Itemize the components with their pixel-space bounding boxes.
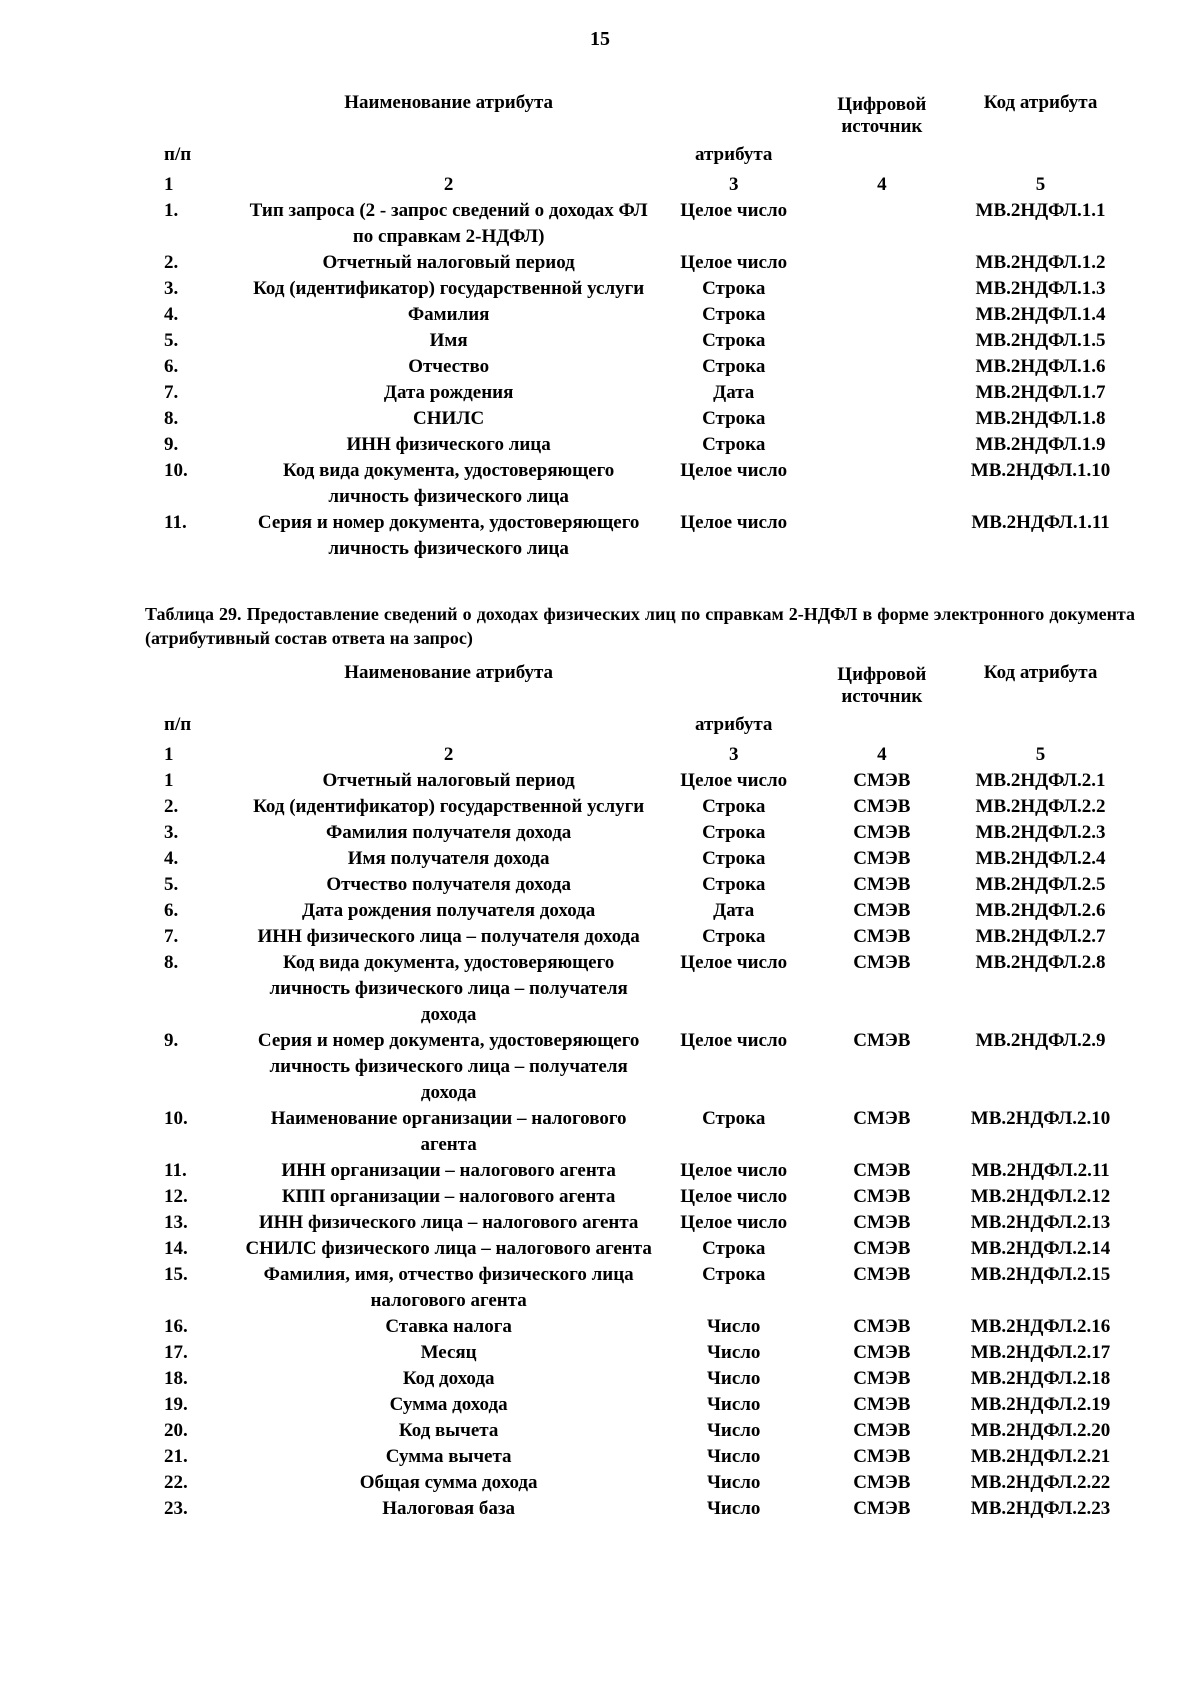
row-index: 7. [164, 926, 179, 947]
attribute-type: Целое число [680, 252, 788, 273]
attribute-type: Целое число [680, 770, 788, 791]
table-row [150, 1340, 1130, 1366]
row-index: 21. [164, 1446, 188, 1467]
attribute-name: Ставка налога [385, 1316, 512, 1337]
table-header-row [150, 660, 1130, 742]
table-row [150, 302, 1130, 328]
attribute-name: ИНН физического лица – налогового агента [258, 1212, 639, 1233]
attribute-code: МВ.2НДФЛ.2.6 [975, 900, 1106, 921]
table-caption: Таблица 29. Предоставление сведений о доходах физических лиц по справкам 2-НДФЛ в форме электронного документа (атрибутивный состав ответа на запрос) [145, 604, 1135, 648]
table-row [150, 1210, 1130, 1236]
table-row [150, 276, 1130, 302]
digital-source: СМЭВ [853, 1446, 911, 1467]
attribute-name: Дата рождения получателя дохода [302, 900, 596, 921]
attribute-type: Целое число [680, 512, 788, 533]
row-index: 23. [164, 1498, 188, 1519]
column-number: 2 [443, 174, 454, 195]
table-row [150, 1418, 1130, 1444]
digital-source: СМЭВ [853, 1238, 911, 1259]
attribute-type: Число [706, 1394, 761, 1415]
attribute-name: Код (идентификатор) государственной услуги [253, 796, 645, 817]
digital-source: СМЭВ [853, 1212, 911, 1233]
digital-source: СМЭВ [853, 848, 911, 869]
attribute-name: Отчетный налоговый период [322, 770, 575, 791]
row-index: 17. [164, 1342, 188, 1363]
table-row [150, 1470, 1130, 1496]
header-attribute-name: Наименование атрибута [344, 92, 554, 113]
column-number: 4 [877, 744, 887, 765]
attribute-type: Целое число [680, 1030, 788, 1051]
table-row [150, 1184, 1130, 1210]
attribute-code: МВ.2НДФЛ.1.5 [975, 330, 1106, 351]
table-row [150, 432, 1130, 458]
attribute-code: МВ.2НДФЛ.2.17 [970, 1342, 1111, 1363]
digital-source: СМЭВ [853, 796, 911, 817]
attribute-code: МВ.2НДФЛ.2.7 [975, 926, 1106, 947]
row-index: 4. [164, 304, 179, 325]
attribute-name: Имя [429, 330, 468, 351]
attribute-name: Фамилия [407, 304, 490, 325]
attribute-name: Код дохода [402, 1368, 495, 1389]
digital-source [813, 276, 952, 302]
row-index: 7. [164, 382, 179, 403]
digital-source [813, 354, 952, 380]
digital-source [813, 302, 952, 328]
row-index: 5. [164, 874, 179, 895]
attribute-name: Код вычета [398, 1420, 499, 1441]
attribute-name: Код (идентификатор) государственной услуги [253, 278, 645, 299]
attribute-type: Строка [702, 408, 766, 429]
attribute-type: Строка [702, 356, 766, 377]
table-row [150, 1236, 1130, 1262]
attribute-type: Строка [702, 278, 766, 299]
attribute-name: Общая сумма дохода [359, 1472, 538, 1493]
table-row [150, 924, 1130, 950]
row-index: 15. [164, 1264, 188, 1285]
attribute-code: МВ.2НДФЛ.1.11 [971, 512, 1110, 533]
table-row [150, 250, 1130, 276]
header-attribute-code: Код атрибута [983, 662, 1098, 683]
column-number: 4 [877, 174, 887, 195]
attribute-type: Строка [702, 434, 766, 455]
header-index: п/п [164, 714, 192, 735]
table-row [150, 1392, 1130, 1418]
attribute-code: МВ.2НДФЛ.1.2 [975, 252, 1106, 273]
column-number: 1 [164, 744, 174, 765]
digital-source: СМЭВ [853, 770, 911, 791]
table-row [150, 846, 1130, 872]
row-index: 3. [164, 278, 179, 299]
row-index: 5. [164, 330, 179, 351]
row-index: 9. [164, 434, 179, 455]
column-number-row [150, 172, 1130, 198]
row-index: 14. [164, 1238, 188, 1259]
header-digital-source: Цифровой источник [837, 94, 927, 137]
column-number: 1 [164, 174, 174, 195]
table-row [150, 328, 1130, 354]
table-row [150, 898, 1130, 924]
attribute-code: МВ.2НДФЛ.2.12 [970, 1186, 1111, 1207]
attribute-name: ИНН физического лица – получателя дохода [257, 926, 640, 947]
attribute-code: МВ.2НДФЛ.1.10 [970, 460, 1111, 481]
attribute-code: МВ.2НДФЛ.2.11 [971, 1160, 1110, 1181]
attribute-type: Число [706, 1420, 761, 1441]
digital-source: СМЭВ [853, 1368, 911, 1389]
table-row [150, 820, 1130, 846]
table-row [150, 1106, 1130, 1158]
attribute-type: Число [706, 1342, 761, 1363]
attribute-type: Дата [713, 900, 755, 921]
attribute-type: Дата [713, 382, 755, 403]
attribute-code: МВ.2НДФЛ.1.8 [975, 408, 1106, 429]
row-index: 6. [164, 356, 179, 377]
attribute-name: Дата рождения [383, 382, 514, 403]
attribute-type: Число [706, 1368, 761, 1389]
table-row [150, 794, 1130, 820]
digital-source: СМЭВ [853, 822, 911, 843]
attribute-code: МВ.2НДФЛ.2.21 [970, 1446, 1111, 1467]
table-row [150, 354, 1130, 380]
attribute-type: Строка [702, 848, 766, 869]
attribute-type: Целое число [680, 460, 788, 481]
attribute-name: Отчество [408, 356, 490, 377]
row-index: 2. [164, 252, 179, 273]
attribute-name: Месяц [420, 1342, 477, 1363]
attribute-code: МВ.2НДФЛ.2.8 [975, 952, 1106, 973]
attribute-code: МВ.2НДФЛ.2.9 [975, 1030, 1106, 1051]
row-index: 16. [164, 1316, 188, 1337]
attribute-code: МВ.2НДФЛ.2.18 [970, 1368, 1111, 1389]
digital-source: СМЭВ [853, 900, 911, 921]
row-index: 11. [164, 512, 187, 533]
digital-source: СМЭВ [853, 1108, 911, 1129]
digital-source: СМЭВ [853, 1420, 911, 1441]
attribute-code: МВ.2НДФЛ.1.7 [975, 382, 1106, 403]
row-index: 9. [164, 1030, 179, 1051]
table-row [150, 510, 1130, 562]
column-number: 3 [728, 174, 739, 195]
header-index: п/п [164, 144, 192, 165]
attribute-name: Фамилия получателя дохода [325, 822, 572, 843]
attribute-code: МВ.2НДФЛ.2.19 [970, 1394, 1111, 1415]
digital-source [813, 328, 952, 354]
row-index: 1. [164, 200, 179, 221]
digital-source [813, 406, 952, 432]
row-index: 11. [164, 1160, 187, 1181]
row-index: 12. [164, 1186, 188, 1207]
row-index: 8. [164, 952, 179, 973]
table-body [150, 198, 1130, 562]
digital-source: СМЭВ [853, 1472, 911, 1493]
table-body [150, 768, 1130, 1522]
table-row [150, 1262, 1130, 1314]
digital-source [813, 432, 952, 458]
attribute-type: Целое число [680, 952, 788, 973]
attribute-code: МВ.2НДФЛ.2.10 [970, 1108, 1111, 1129]
digital-source [813, 250, 952, 276]
attribute-name: Код вида документа, удостоверяющего личность физического лица [282, 460, 615, 507]
attribute-code: МВ.2НДФЛ.2.20 [970, 1420, 1111, 1441]
digital-source: СМЭВ [853, 874, 911, 895]
row-index: 20. [164, 1420, 188, 1441]
attribute-type: Строка [702, 822, 766, 843]
header-attribute-type: атрибута [694, 714, 773, 735]
attribute-type: Число [706, 1316, 761, 1337]
attribute-type: Целое число [680, 1212, 788, 1233]
row-index: 1 [164, 770, 174, 791]
table-row [150, 458, 1130, 510]
attribute-type: Число [706, 1446, 761, 1467]
digital-source: СМЭВ [853, 1160, 911, 1181]
table-row [150, 768, 1130, 794]
column-number: 5 [1035, 174, 1046, 195]
attribute-type: Строка [702, 926, 766, 947]
digital-source: СМЭВ [853, 952, 911, 973]
header-digital-source: Цифровой источник [837, 664, 927, 707]
table-row [150, 1444, 1130, 1470]
row-index: 6. [164, 900, 179, 921]
row-index: 4. [164, 848, 179, 869]
row-index: 2. [164, 796, 179, 817]
digital-source [813, 198, 952, 250]
attribute-name: СНИЛС физического лица – налогового агента [245, 1238, 652, 1259]
row-index: 13. [164, 1212, 188, 1233]
attribute-code: МВ.2НДФЛ.1.9 [975, 434, 1106, 455]
row-index: 22. [164, 1472, 188, 1493]
attribute-type: Строка [702, 796, 766, 817]
attribute-name: СНИЛС [413, 408, 485, 429]
digital-source [813, 510, 952, 562]
digital-source: СМЭВ [853, 1342, 911, 1363]
attribute-table-request [150, 90, 1130, 562]
attribute-type: Число [706, 1472, 761, 1493]
row-index: 19. [164, 1394, 188, 1415]
table-row [150, 872, 1130, 898]
table-row [150, 1314, 1130, 1340]
table-row [150, 1366, 1130, 1392]
column-number: 3 [728, 744, 739, 765]
attribute-code: МВ.2НДФЛ.2.5 [975, 874, 1106, 895]
digital-source: СМЭВ [853, 1316, 911, 1337]
table-row [150, 198, 1130, 250]
attribute-name: Фамилия, имя, отчество физического лица налогового агента [263, 1264, 634, 1311]
attribute-code: МВ.2НДФЛ.2.3 [975, 822, 1106, 843]
column-number: 2 [443, 744, 454, 765]
attribute-name: Код вида документа, удостоверяющего личность физического лица – получателя дохода [269, 952, 628, 1025]
attribute-code: МВ.2НДФЛ.2.14 [970, 1238, 1111, 1259]
digital-source: СМЭВ [853, 1394, 911, 1415]
digital-source: СМЭВ [853, 1030, 911, 1051]
row-index: 10. [164, 1108, 188, 1129]
attribute-code: МВ.2НДФЛ.2.22 [970, 1472, 1111, 1493]
header-attribute-name: Наименование атрибута [344, 662, 554, 683]
page-number: 15 [590, 28, 610, 50]
attribute-name: КПП организации – налогового агента [281, 1186, 616, 1207]
digital-source [813, 458, 952, 510]
header-attribute-code: Код атрибута [983, 92, 1098, 113]
attribute-name: Сумма вычета [385, 1446, 512, 1467]
table-row [150, 1028, 1130, 1106]
attribute-type: Целое число [680, 1186, 788, 1207]
attribute-code: МВ.2НДФЛ.2.23 [970, 1498, 1111, 1519]
row-index: 3. [164, 822, 179, 843]
digital-source [813, 380, 952, 406]
attribute-name: Отчество получателя дохода [326, 874, 571, 895]
attribute-name: ИНН организации – налогового агента [281, 1160, 616, 1181]
table-header-row [150, 90, 1130, 172]
attribute-code: МВ.2НДФЛ.2.13 [970, 1212, 1111, 1233]
attribute-code: МВ.2НДФЛ.1.1 [975, 200, 1106, 221]
attribute-name: Серия и номер документа, удостоверяющего личность физического лица – получателя дохода [257, 1030, 640, 1103]
attribute-name: Имя получателя дохода [347, 848, 550, 869]
attribute-name: Тип запроса (2 - запрос сведений о доходах ФЛ по справкам 2-НДФЛ) [249, 200, 648, 247]
row-index: 18. [164, 1368, 188, 1389]
attribute-type: Число [706, 1498, 761, 1519]
attribute-name: Отчетный налоговый период [322, 252, 575, 273]
digital-source: СМЭВ [853, 1186, 911, 1207]
table-row [150, 1496, 1130, 1522]
attribute-type: Строка [702, 304, 766, 325]
attribute-type: Целое число [680, 200, 788, 221]
table-row [150, 380, 1130, 406]
digital-source: СМЭВ [853, 1498, 911, 1519]
header-attribute-type: атрибута [694, 144, 773, 165]
attribute-code: МВ.2НДФЛ.2.1 [975, 770, 1106, 791]
digital-source: СМЭВ [853, 1264, 911, 1285]
attribute-table-response [150, 660, 1130, 1522]
row-index: 8. [164, 408, 179, 429]
table-row [150, 1158, 1130, 1184]
row-index: 10. [164, 460, 188, 481]
attribute-code: МВ.2НДФЛ.2.15 [970, 1264, 1111, 1285]
attribute-name: Налоговая база [382, 1498, 515, 1519]
attribute-code: МВ.2НДФЛ.1.4 [975, 304, 1106, 325]
column-number: 5 [1035, 744, 1046, 765]
table-row [150, 406, 1130, 432]
attribute-name: Серия и номер документа, удостоверяющего личность физического лица [257, 512, 640, 559]
attribute-code: МВ.2НДФЛ.2.4 [975, 848, 1106, 869]
digital-source: СМЭВ [853, 926, 911, 947]
attribute-name: ИНН физического лица [346, 434, 551, 455]
attribute-type: Строка [702, 330, 766, 351]
table-row [150, 950, 1130, 1028]
attribute-type: Строка [702, 874, 766, 895]
attribute-code: МВ.2НДФЛ.1.6 [975, 356, 1106, 377]
attribute-type: Целое число [680, 1160, 788, 1181]
attribute-type: Строка [702, 1108, 766, 1129]
attribute-name: Сумма дохода [389, 1394, 508, 1415]
attribute-code: МВ.2НДФЛ.1.3 [975, 278, 1106, 299]
attribute-type: Строка [702, 1264, 766, 1285]
attribute-type: Строка [702, 1238, 766, 1259]
attribute-code: МВ.2НДФЛ.2.2 [975, 796, 1106, 817]
attribute-name: Наименование организации – налогового агента [270, 1108, 627, 1155]
attribute-code: МВ.2НДФЛ.2.16 [970, 1316, 1111, 1337]
column-number-row [150, 742, 1130, 768]
